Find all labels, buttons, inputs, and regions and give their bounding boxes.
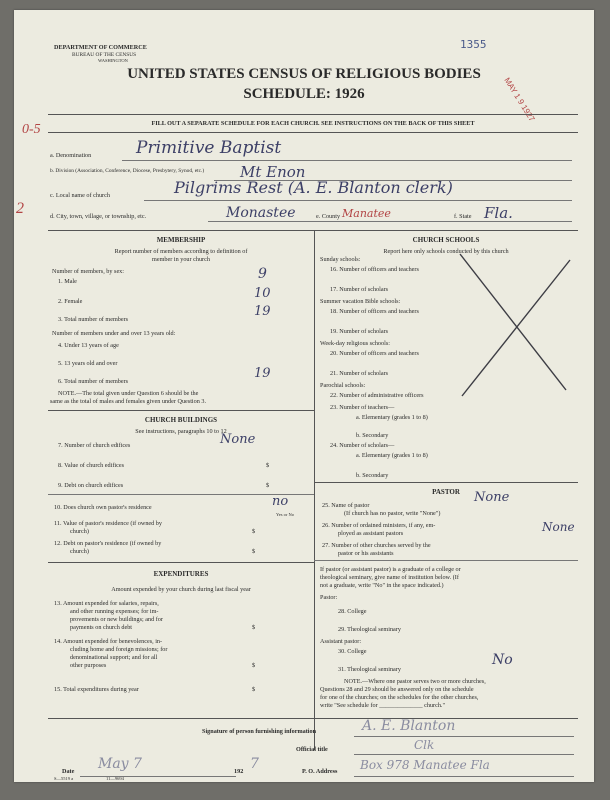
q6-label: 6. Total number of members xyxy=(58,378,129,385)
divider xyxy=(48,410,314,411)
census-schedule-page xyxy=(14,10,594,782)
expenditures-sub: Amount expended by your church during last fiscal year xyxy=(111,586,251,593)
margin-mark: 0-5 xyxy=(22,122,41,137)
field-line xyxy=(80,776,236,777)
dollar-sign: $ xyxy=(252,548,256,555)
q31-label: 31. Theological seminary xyxy=(338,666,401,673)
membership-note: NOTE.—The total given under Question 6 should be the xyxy=(58,390,199,397)
signature-value: A. E. Blanton xyxy=(362,718,456,734)
q23b-label: b. Secondary xyxy=(356,432,389,439)
q3-value: 19 xyxy=(254,304,271,319)
division-label: b. Division (Association, Conference, Diocese, Presbytery, Synod, etc.) xyxy=(50,168,205,174)
city-label: WASHINGTON xyxy=(98,58,128,63)
q24a-label: a. Elementary (grades 1 to 8) xyxy=(356,452,428,459)
form-number: S—5519 a xyxy=(54,776,74,781)
q11-label-cont: church) xyxy=(70,528,89,535)
q8-label: 8. Value of church edifices xyxy=(58,462,125,469)
q29-label: 29. Theological seminary xyxy=(338,626,401,633)
divider xyxy=(48,230,578,231)
q17-label: 17. Number of scholars xyxy=(330,286,389,293)
q21-label: 21. Number of scholars xyxy=(330,370,389,377)
denomination-label: a. Denomination xyxy=(50,152,92,159)
po-address-label: P. O. Address xyxy=(302,768,338,775)
dollar-sign: $ xyxy=(252,528,256,535)
q11-label: 11. Value of pastor's residence (if owned by xyxy=(54,520,162,527)
sunday-label: Sunday schools: xyxy=(320,256,361,263)
city-value: Monastee xyxy=(226,205,296,221)
q26-label: 26. Number of ordained ministers, if any, em- xyxy=(322,522,436,529)
q26-value: None xyxy=(542,520,575,534)
membership-note: same as the total of males and females given under Question 3. xyxy=(50,398,207,405)
q7-label: 7. Number of church edifices xyxy=(58,442,131,449)
year-prefix: 192 xyxy=(234,768,244,775)
membership-heading: MEMBERSHIP xyxy=(156,236,206,244)
q3-label: 3. Total number of members xyxy=(58,316,129,323)
dollar-sign: $ xyxy=(252,686,256,693)
schools-heading: CHURCH SCHOOLS xyxy=(412,236,480,244)
q27-label: 27. Number of other churches served by the xyxy=(322,542,431,549)
q5-label: 5. 13 years old and over xyxy=(58,360,118,367)
summer-label: Summer vacation Bible schools: xyxy=(320,298,401,305)
buildings-heading: CHURCH BUILDINGS xyxy=(144,416,218,424)
buildings-sub: See instructions, paragraphs 10 to 12 xyxy=(135,428,227,435)
pastor-heading: PASTOR xyxy=(432,488,460,496)
bureau-label: BUREAU OF THE CENSUS xyxy=(72,52,137,58)
q1-label: 1. Male xyxy=(58,278,77,285)
pastor-note: NOTE.—Where one pastor serves two or more churches, xyxy=(344,678,486,685)
by-sex-label: Number of members, by sex: xyxy=(52,268,124,275)
local-name-label: c. Local name of church xyxy=(50,192,110,199)
age-heading: Number of members under and over 13 years old: xyxy=(52,330,176,337)
q23-label: 23. Number of teachers— xyxy=(330,404,395,411)
field-line xyxy=(208,221,572,222)
department-label: DEPARTMENT OF COMMERCE xyxy=(54,44,147,51)
dollar-sign: $ xyxy=(266,482,270,489)
membership-sub: member in your church xyxy=(152,256,210,263)
q14-label: 14. Amount expended for benevolences, in- xyxy=(54,638,163,645)
divider xyxy=(314,560,578,561)
q18-label: 18. Number of officers and teachers xyxy=(330,308,419,315)
field-line xyxy=(144,200,572,201)
county-label: e. County xyxy=(316,213,341,220)
division-value: Mt Enon xyxy=(240,163,306,181)
q27-label-cont: pastor or his assistants xyxy=(338,550,394,557)
q13-label: 13. Amount expended for salaries, repairs, xyxy=(54,600,159,607)
stamp-number: 1355 xyxy=(460,38,487,51)
pastor-instruction: theological seminary, give name of institution below. (If xyxy=(320,574,459,581)
pastor-note: write "See schedule for ______________ church." xyxy=(320,702,445,709)
instruction-line: FILL OUT A SEPARATE SCHEDULE FOR EACH CHURCH. SEE INSTRUCTIONS ON THE BACK OF THIS SHEET xyxy=(151,120,475,127)
po-address-value: Box 978 Manatee Fla xyxy=(360,758,490,772)
q10-value: no xyxy=(272,494,289,509)
pastor-instruction: not a graduate, write "No" in the space indicated.) xyxy=(320,582,444,589)
signature-label: Signature of person furnishing information xyxy=(202,728,317,735)
q28-label: 28. College xyxy=(338,608,367,615)
dollar-sign: $ xyxy=(252,662,256,669)
membership-sub: Report number of members according to definition of xyxy=(114,248,248,255)
city-label: d. City, town, village, or township, etc. xyxy=(50,213,147,220)
q13-label-cont: and other running expenses; for im- xyxy=(70,608,159,615)
date-value: May 7 xyxy=(98,756,142,772)
yes-no-label: Yes or No xyxy=(276,512,295,517)
q14-label-cont: cluding home and foreign missions; for xyxy=(70,646,168,653)
print-number: 11—9694 xyxy=(106,776,124,781)
cross-out-mark xyxy=(454,250,574,400)
q26-label-cont: ployed as assistant pastors xyxy=(338,530,404,537)
official-title-label: Official title xyxy=(296,746,328,753)
q25-note: (If church has no pastor, write "None") xyxy=(344,510,441,517)
margin-check-mark: 2 xyxy=(16,200,24,217)
q23a-label: a. Elementary (grades 1 to 8) xyxy=(356,414,428,421)
pastor-instruction: If pastor (or assistant pastor) is a graduate of a college or xyxy=(320,566,461,573)
q31-value: No xyxy=(492,652,513,668)
q1-value: 9 xyxy=(258,266,267,282)
q2-label: 2. Female xyxy=(58,298,83,305)
year-value: 7 xyxy=(250,756,259,772)
q25-value: None xyxy=(474,490,510,505)
q12-label-cont: church) xyxy=(70,548,89,555)
divider xyxy=(48,718,578,719)
schedule-title: SCHEDULE: 1926 xyxy=(243,86,365,102)
q25-label: 25. Name of pastor xyxy=(322,502,370,509)
q7-value: None xyxy=(220,432,256,447)
q6-value: 19 xyxy=(254,366,271,381)
q20-label: 20. Number of officers and teachers xyxy=(330,350,419,357)
q14-label-cont: other purposes xyxy=(70,662,107,669)
q24b-label: b. Secondary xyxy=(356,472,389,479)
q4-label: 4. Under 13 years of age xyxy=(58,342,119,349)
q19-label: 19. Number of scholars xyxy=(330,328,389,335)
q30-label: 30. College xyxy=(338,648,367,655)
received-date-stamp: MAY 1 9 1927 xyxy=(502,76,537,124)
field-line xyxy=(354,754,574,755)
local-name-value: Pilgrims Rest (A. E. Blanton clerk) xyxy=(174,178,453,197)
pastor-sub-label: Pastor: xyxy=(320,594,338,601)
q13-label-cont: payments on church debt xyxy=(70,624,133,631)
expenditures-heading: EXPENDITURES xyxy=(153,570,209,578)
divider xyxy=(314,482,578,483)
q22-label: 22. Number of administrative officers xyxy=(330,392,424,399)
date-label: Date xyxy=(62,768,75,775)
denomination-value: Primitive Baptist xyxy=(136,138,282,158)
state-label: f. State xyxy=(454,213,472,220)
q12-label: 12. Debt on pastor's residence (if owned by xyxy=(54,540,162,547)
dollar-sign: $ xyxy=(266,462,270,469)
pastor-note: for one of the churches; on the schedules for the other churches, xyxy=(320,694,479,701)
q15-label: 15. Total expenditures during year xyxy=(54,686,139,693)
q13-label-cont: provements or new buildings; and for xyxy=(70,616,163,623)
q14-label-cont: denominational support; and for all xyxy=(70,654,158,661)
q16-label: 16. Number of officers and teachers xyxy=(330,266,419,273)
divider xyxy=(48,562,314,563)
field-line xyxy=(354,736,574,737)
q24-label: 24. Number of scholars— xyxy=(330,442,395,449)
dollar-sign: $ xyxy=(252,624,256,631)
assistant-sub-label: Assistant pastor: xyxy=(320,638,362,645)
county-value: Manatee xyxy=(342,207,391,220)
official-title-value: Clk xyxy=(414,738,435,752)
field-line xyxy=(354,776,574,777)
q10-label: 10. Does church own pastor's residence xyxy=(54,504,152,511)
divider xyxy=(48,114,578,115)
schools-sub: Report here only schools conducted by this church xyxy=(383,248,509,255)
q9-label: 9. Debt on church edifices xyxy=(58,482,124,489)
parochial-label: Parochial schools: xyxy=(320,382,366,389)
form-title: UNITED STATES CENSUS OF RELIGIOUS BODIES xyxy=(127,66,481,82)
divider xyxy=(48,132,578,133)
q2-value: 10 xyxy=(254,286,271,301)
state-value: Fla. xyxy=(484,204,513,222)
weekday-label: Week-day religious schools: xyxy=(320,340,390,347)
field-line xyxy=(122,160,572,161)
pastor-note: Questions 28 and 29 should be answered only on the schedule xyxy=(320,686,474,693)
